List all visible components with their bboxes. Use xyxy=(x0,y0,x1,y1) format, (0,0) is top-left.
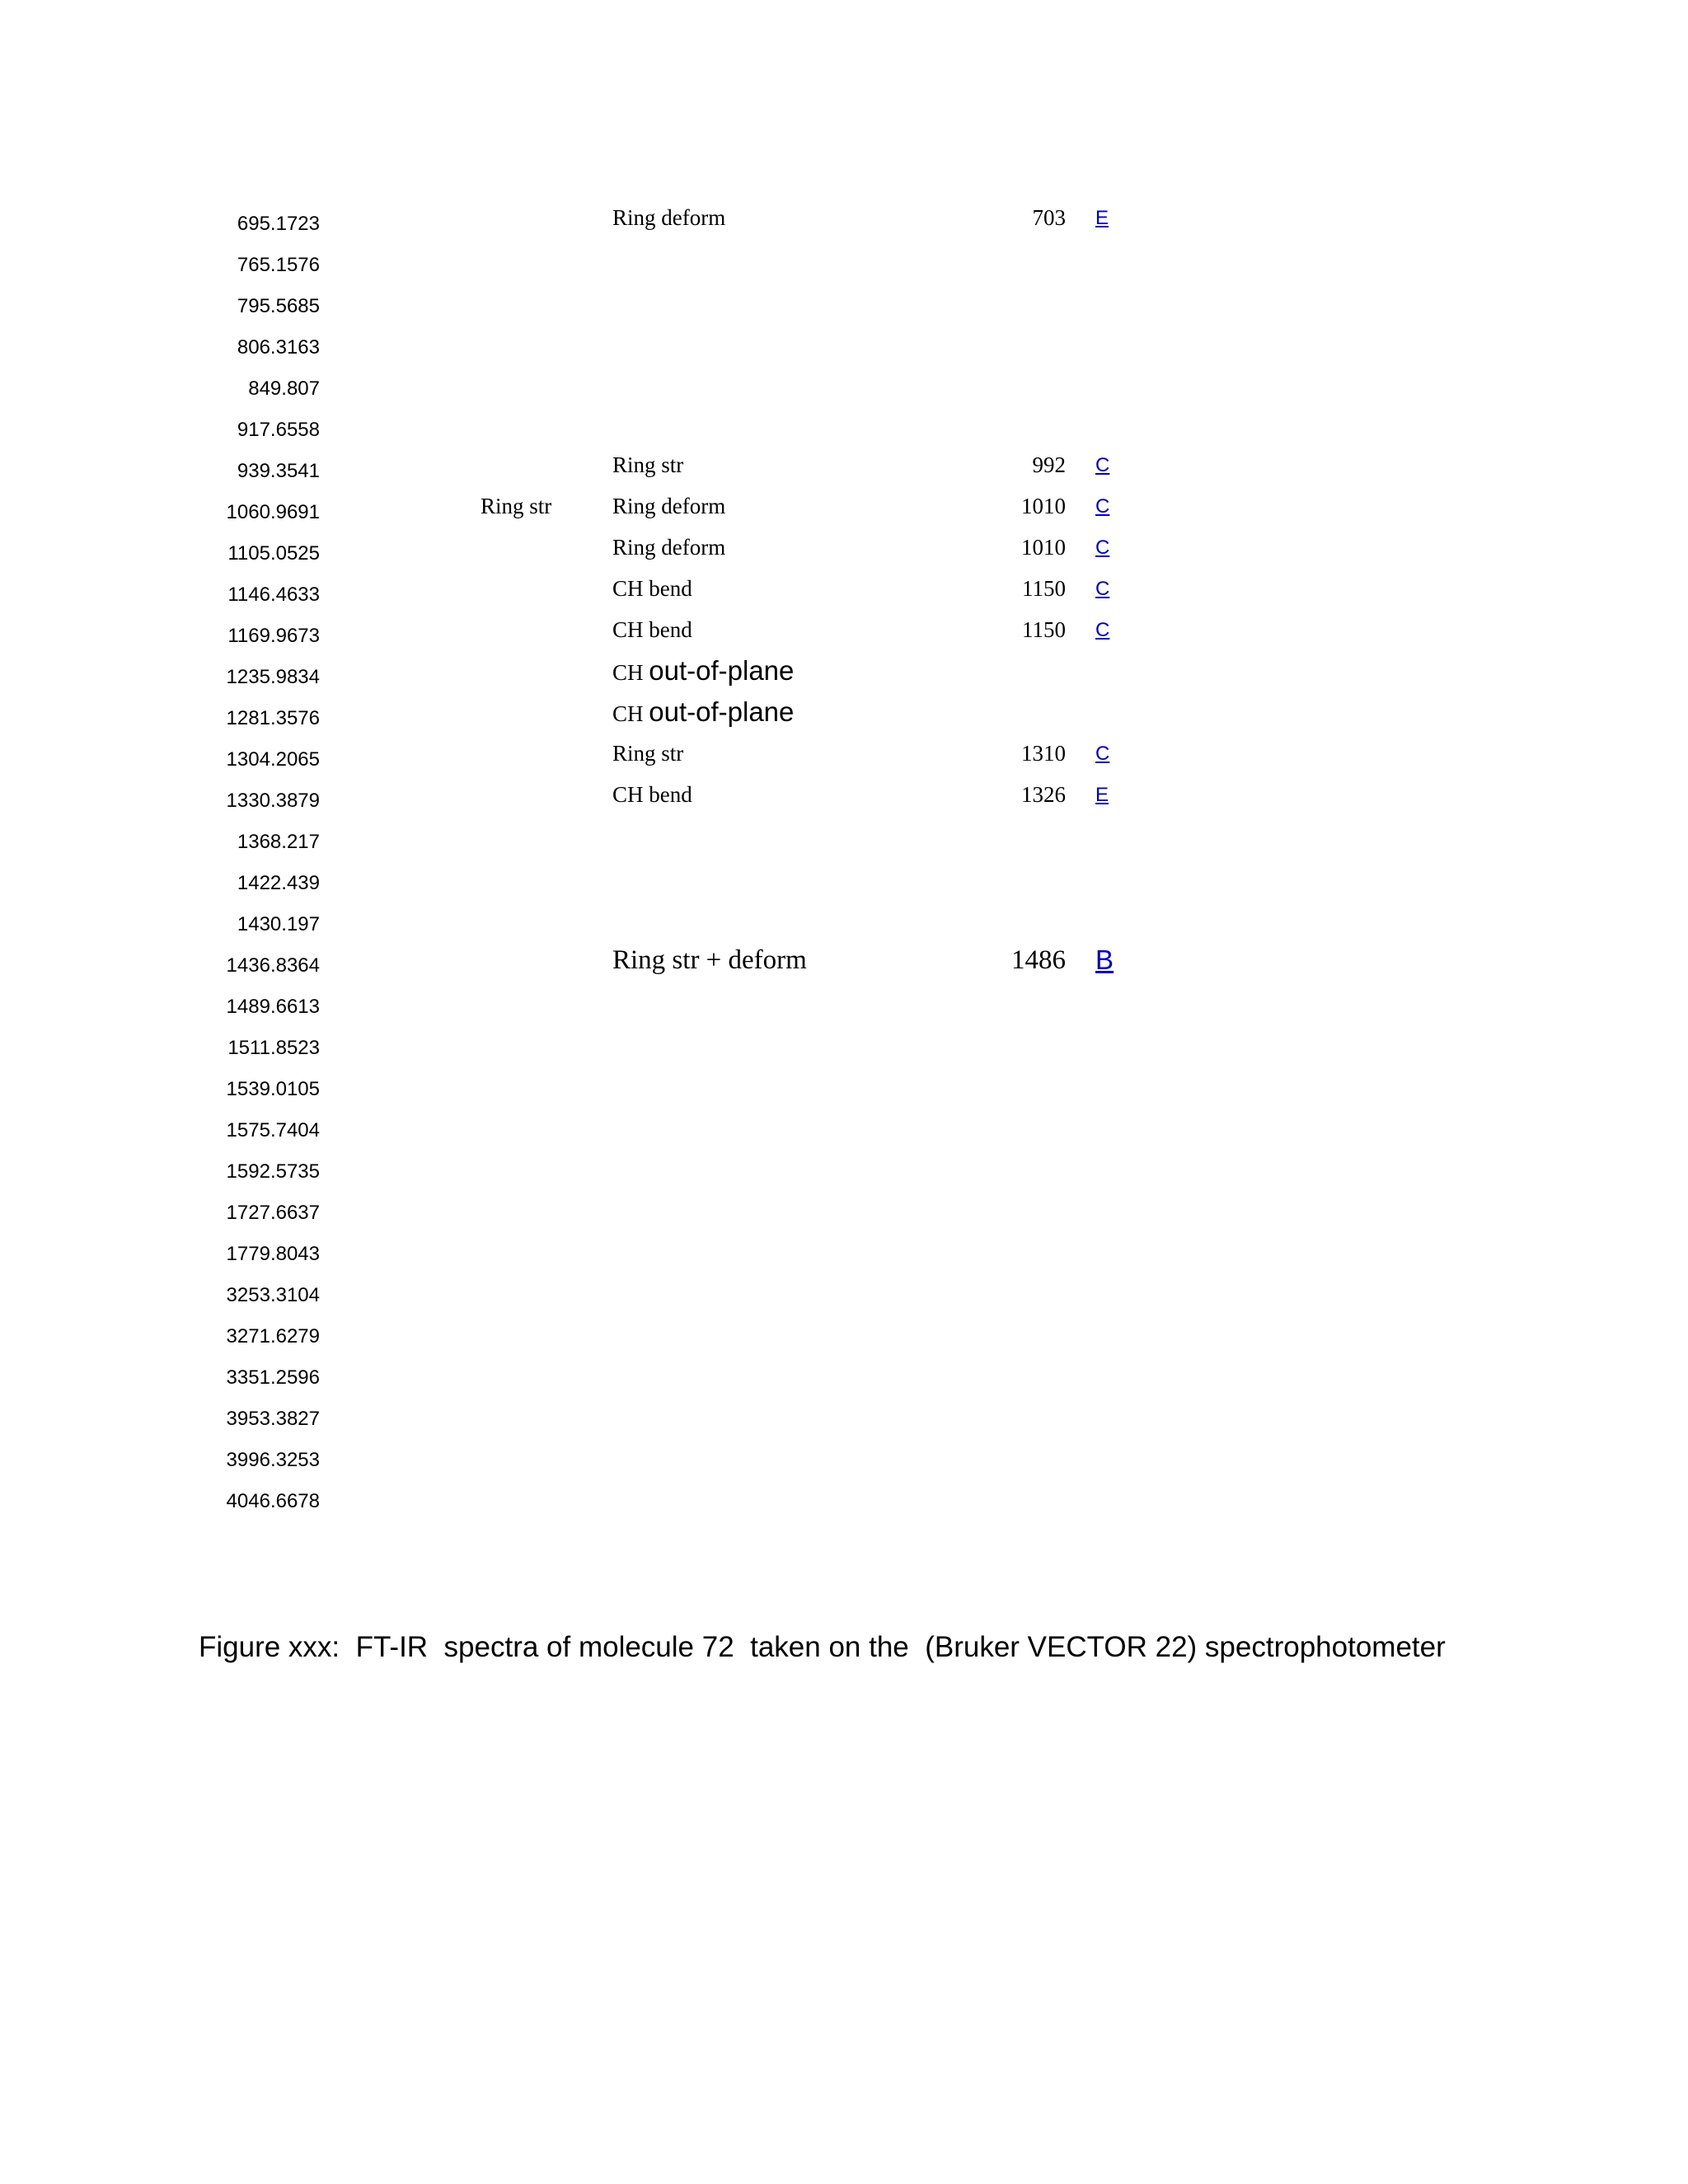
wavenumber-value: 3253.3104 xyxy=(226,1284,320,1306)
wavenumber-value: 1539.0105 xyxy=(226,1078,320,1100)
assignment-label-suffix: out-of-plane xyxy=(649,655,795,686)
assignment-frequency: 992 xyxy=(1032,452,1066,477)
wavenumber-value: 1575.7404 xyxy=(226,1119,320,1141)
wavenumber-value: 1511.8523 xyxy=(227,1037,320,1059)
assignment-label: CH bend xyxy=(612,782,692,807)
wavenumber-value: 795.5685 xyxy=(237,295,320,317)
reference-link[interactable]: E xyxy=(1095,207,1109,229)
wavenumber-value: 1592.5735 xyxy=(226,1160,320,1183)
assignment-frequency: 1010 xyxy=(1021,494,1066,518)
wavenumber-value: 1430.197 xyxy=(237,913,320,935)
wavenumber-value: 1281.3576 xyxy=(226,707,320,729)
wavenumber-value: 917.6558 xyxy=(237,419,320,441)
side-label: Ring str xyxy=(481,494,552,518)
assignment-frequency: 1150 xyxy=(1022,576,1066,601)
assignment-frequency: 703 xyxy=(1032,205,1066,230)
assignment-frequency: 1010 xyxy=(1021,535,1066,560)
assignment-label: Ring str + deform xyxy=(612,945,807,975)
wavenumber-value: 1779.8043 xyxy=(226,1243,320,1265)
assignment-frequency: 1310 xyxy=(1021,741,1066,766)
wavenumber-value: 1727.6637 xyxy=(226,1202,320,1224)
figure-caption: Figure xxx: FT-IR spectra of molecule 72 taken on the (Bruker VECTOR 22) spectrophotometer xyxy=(199,1631,1446,1663)
reference-link[interactable]: C xyxy=(1095,578,1110,600)
assignment-label: Ring str xyxy=(612,452,684,477)
wavenumber-value: 3953.3827 xyxy=(226,1408,320,1430)
wavenumber-value: 1368.217 xyxy=(237,831,320,853)
assignment-label: Ring str xyxy=(612,741,684,766)
wavenumber-value: 1105.0525 xyxy=(227,542,320,565)
assignment-label-suffix: out-of-plane xyxy=(649,696,795,727)
wavenumber-value: 1422.439 xyxy=(237,872,320,894)
reference-link[interactable]: C xyxy=(1095,454,1110,476)
reference-link[interactable]: C xyxy=(1095,619,1110,641)
assignment-label-prefix: CH xyxy=(612,701,644,726)
assignment-label-prefix: CH xyxy=(612,660,644,685)
wavenumber-value: 1330.3879 xyxy=(226,790,320,812)
wavenumber-value: 806.3163 xyxy=(237,336,320,359)
assignment-frequency: 1326 xyxy=(1021,782,1066,807)
wavenumber-value: 1489.6613 xyxy=(226,996,320,1018)
assignment-frequency: 1150 xyxy=(1022,617,1066,642)
wavenumber-value: 4046.6678 xyxy=(226,1490,320,1512)
wavenumber-value: 3996.3253 xyxy=(226,1449,320,1471)
assignment-label: Ring deform xyxy=(612,535,726,560)
reference-link[interactable]: C xyxy=(1095,743,1110,765)
wavenumber-value: 1146.4633 xyxy=(227,583,320,606)
wavenumber-value: 765.1576 xyxy=(237,254,320,276)
wavenumber-value: 1436.8364 xyxy=(226,954,320,977)
wavenumber-value: 1169.9673 xyxy=(227,625,320,647)
wavenumber-value: 3351.2596 xyxy=(226,1366,320,1389)
wavenumber-value: 1304.2065 xyxy=(226,748,320,771)
wavenumber-value: 695.1723 xyxy=(237,213,320,235)
assignment-label: Ring deform xyxy=(612,494,726,518)
wavenumber-value: 1060.9691 xyxy=(226,501,320,523)
assignment-label: CH bend xyxy=(612,617,692,642)
assignment-label: CH bend xyxy=(612,576,692,601)
assignment-label xyxy=(612,655,795,686)
assignment-label xyxy=(612,696,795,727)
reference-link[interactable]: B xyxy=(1095,944,1114,975)
reference-link[interactable]: E xyxy=(1095,784,1109,806)
assignment-frequency: 1486 xyxy=(1011,945,1066,975)
assignment-label: Ring deform xyxy=(612,205,726,230)
wavenumber-value: 849.807 xyxy=(248,377,320,400)
wavenumber-value: 1235.9834 xyxy=(226,666,320,688)
wavenumber-value: 939.3541 xyxy=(237,460,320,482)
wavenumber-value: 3271.6279 xyxy=(226,1325,320,1347)
reference-link[interactable]: C xyxy=(1095,537,1110,559)
reference-link[interactable]: C xyxy=(1095,495,1110,518)
